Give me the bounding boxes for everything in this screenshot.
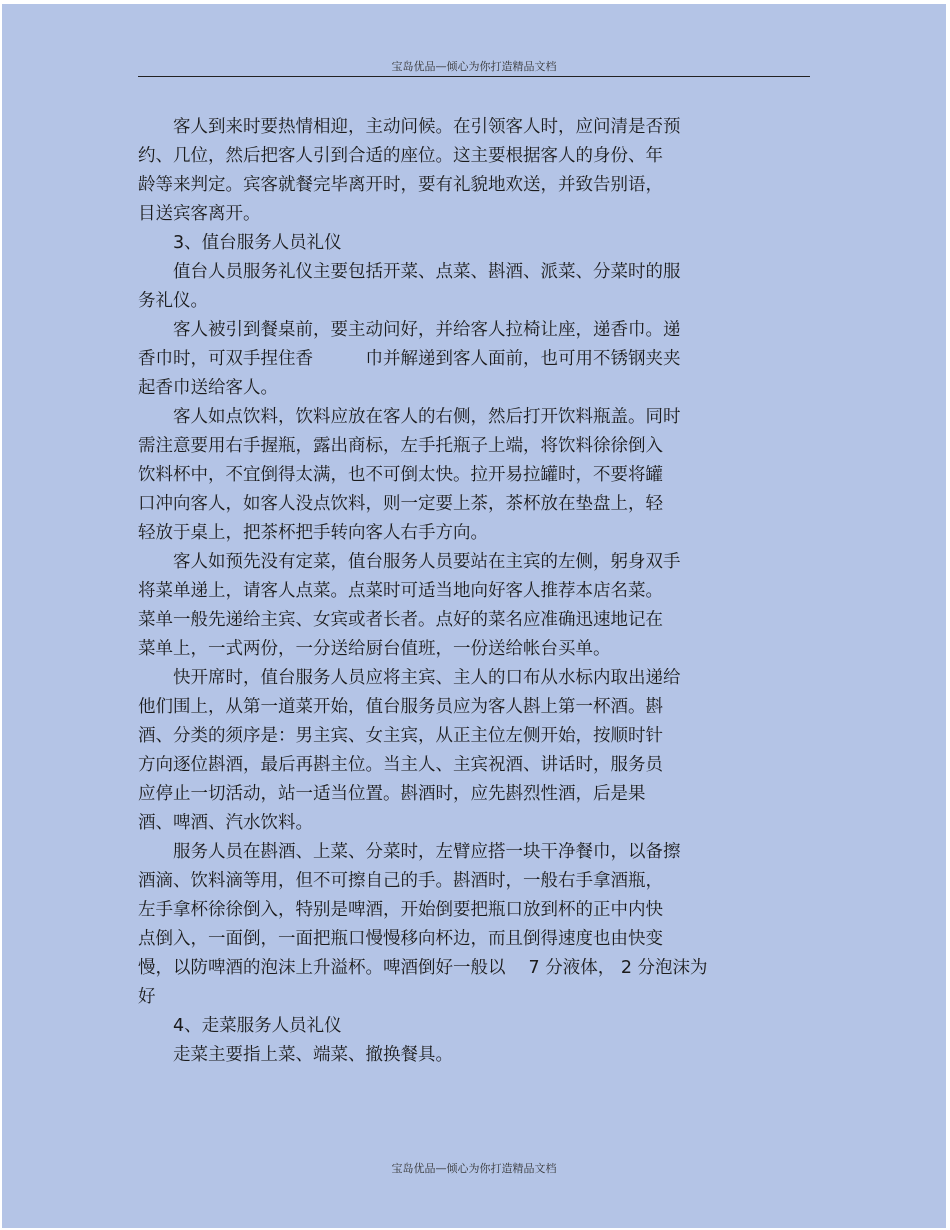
- text-line: 饮料杯中，不宜倒得太满，也不可倒太快。拉开易拉罐时，不要将罐: [138, 465, 663, 485]
- text-line: 客人如预先没有定菜，值台服务人员要站在主宾的左侧，躬身双手: [138, 552, 681, 572]
- text-line: 快开席时，值台服务人员应将主宾、主人的口布从水标内取出递给: [138, 668, 681, 688]
- section-heading: 4、走菜服务人员礼仪: [138, 1016, 342, 1036]
- text-line: 目送宾客离开。: [138, 204, 261, 224]
- text-line: 需注意要用右手握瓶，露出商标，左手托瓶子上端，将饮料徐徐倒入: [138, 436, 663, 456]
- text-line: 将菜单递上，请客人点菜。点菜时可适当地向好客人推荐本店名菜。: [138, 581, 663, 601]
- text-line: 口冲向客人，如客人没点饮料，则一定要上茶，茶杯放在垫盘上，轻: [138, 494, 663, 514]
- text-line: 方向逐位斟酒，最后再斟主位。当主人、主宾祝酒、讲话时，服务员: [138, 755, 663, 775]
- text-line: 酒滴、饮料滴等用，但不可擦自己的手。斟酒时，一般右手拿酒瓶，: [138, 871, 663, 891]
- text-line: 酒、啤酒、汽水饮料。: [138, 813, 313, 833]
- text-line: 轻放于桌上，把茶杯把手转向客人右手方向。: [138, 523, 488, 543]
- text-line: 约、几位，然后把客人引到合适的座位。这主要根据客人的身份、年: [138, 146, 663, 166]
- page-header: 宝岛优品—倾心为你打造精品文档: [391, 60, 557, 73]
- text-line: 酒、分类的须序是：男主宾、女主宾，从正主位左侧开始，按顺时针: [138, 726, 663, 746]
- text-line: 客人到来时要热情相迎，主动问候。在引领客人时，应问清是否预: [138, 117, 681, 137]
- text-line: 务礼仪。: [138, 291, 208, 311]
- page-footer: 宝岛优品—倾心为你打造精品文档: [391, 1162, 557, 1175]
- text-line: 走菜主要指上菜、端菜、撤换餐具。: [138, 1045, 453, 1065]
- text-line: 服务人员在斟酒、上菜、分菜时，左臂应搭一块干净餐巾，以备擦: [138, 842, 681, 862]
- text-line: 龄等来判定。宾客就餐完毕离开时，要有礼貌地欢送，并致告别语，: [138, 175, 663, 195]
- text-line: 值台人员服务礼仪主要包括开菜、点菜、斟酒、派菜、分菜时的服: [138, 262, 681, 282]
- body-text: [138, 113, 803, 1070]
- text-line: 客人如点饮料，饮料应放在客人的右侧，然后打开饮料瓶盖。同时: [138, 407, 681, 427]
- text-line: 他们围上，从第一道菜开始，值台服务员应为客人斟上第一杯酒。斟: [138, 697, 663, 717]
- text-line: 好: [138, 987, 156, 1007]
- text-line: 点倒入，一面倒，一面把瓶口慢慢移向杯边，而且倒得速度也由快变: [138, 929, 663, 949]
- header-divider: [138, 76, 810, 77]
- text-line: 起香巾送给客人。: [138, 378, 278, 398]
- text-line: 客人被引到餐桌前，要主动问好，并给客人拉椅让座，递香巾。递: [138, 320, 681, 340]
- section-heading: 3、值台服务人员礼仪: [138, 233, 342, 253]
- text-line: 慢，以防啤酒的泡沫上升溢杯。啤酒倒好一般以 7 分液体， 2 分泡沫为: [138, 958, 708, 978]
- text-line: 菜单上，一式两份，一分送给厨台值班，一份送给帐台买单。: [138, 639, 611, 659]
- text-line: 应停止一切活动，站一适当位置。斟酒时，应先斟烈性酒，后是果: [138, 784, 646, 804]
- text-line: 左手拿杯徐徐倒入，特别是啤酒，开始倒要把瓶口放到杯的正中内快: [138, 900, 663, 920]
- text-line: 菜单一般先递给主宾、女宾或者长者。点好的菜名应准确迅速地记在: [138, 610, 663, 630]
- text-line: 香巾时，可双手捏住香 巾并解递到客人面前，也可用不锈钢夹夹: [138, 349, 681, 369]
